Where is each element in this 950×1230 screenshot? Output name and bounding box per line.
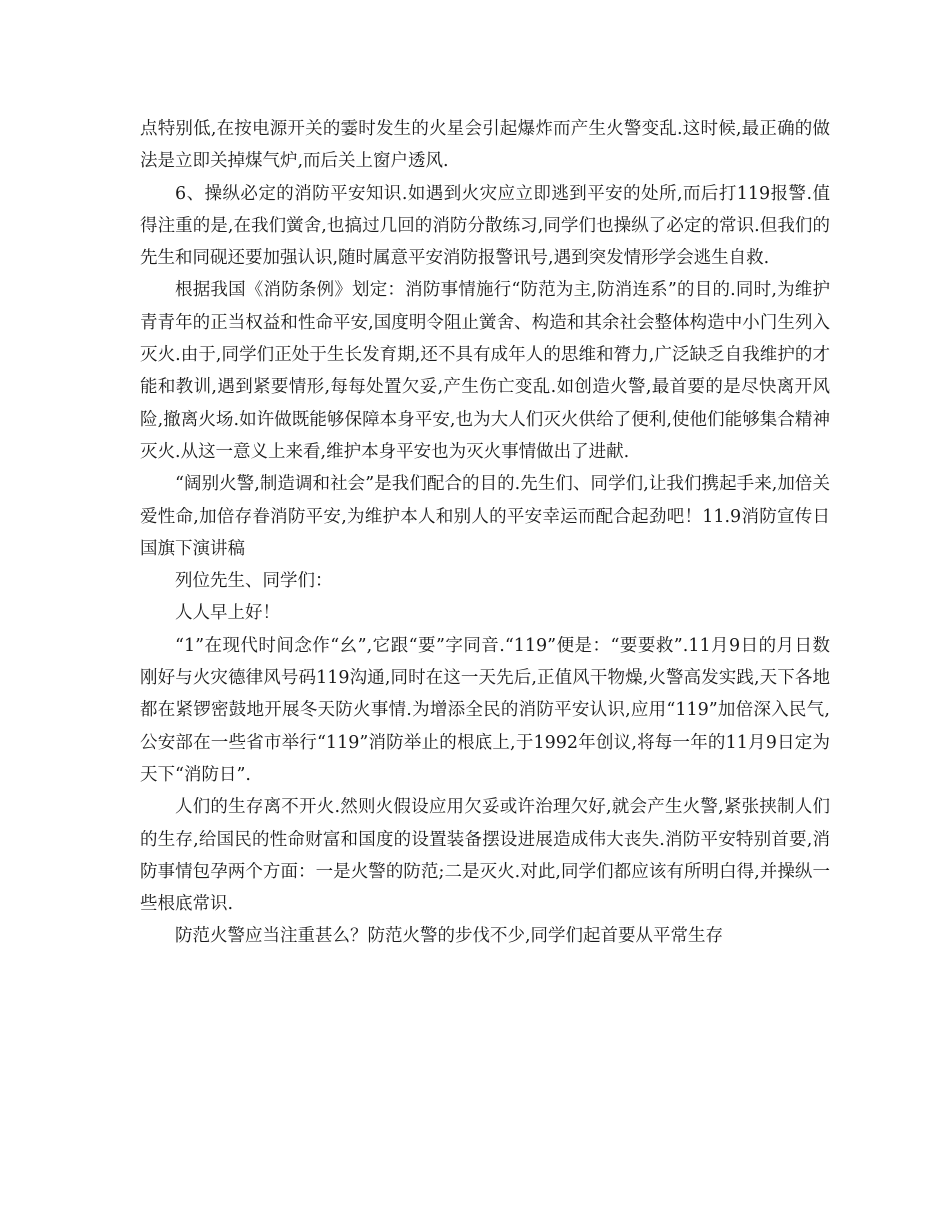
paragraph-fire-regulations: 根据我国《消防条例》划定：消防事情施行“防范为主,防消连系”的目的.同时,为维护青青年的正当权益和性命平安,国度明令阻止黉舍、构造和其余社会整体构造中小门生列入灭火.由于,同学们正处于生长发育期,还不具有成年人的思维和膂力,广泛缺乏自我维护的才能和教训,遇到紧要情形,每每处置欠妥,产生伤亡变乱.如创造火警,最首要的是尽快离开风险,撤离火场.如许做既能够保障本身平安,也为大人们灭火供给了便利,使他们能够集合精神灭火.从这一意义上来看,维护本身平安也为灭火事情做出了进献. xyxy=(140,280,830,462)
paragraph-fire-safety-knowledge: 6、操纵必定的消防平安知识.如遇到火灾应立即逃到平安的处所,而后打119报警.值得注重的是,在我们黉舍,也搞过几回的消防分散练习,同学们也操纵了必定的常识.但我们的先生和同砚还要加强认识,随时属意平安消防报警讯号,遇到突发情形学会逃生自救. xyxy=(140,183,830,269)
document-body xyxy=(140,113,830,953)
paragraph-life-and-fire: 人们的生存离不开火.然则火假设应用欠妥或许治理欠好,就会产生火警,紧张挟制人们的生存,给国民的性命财富和国度的设置装备摆设进展造成伟大丧失.消防平安特别首要,消防事情包孕两个方面：一是火警的防范;二是灭火.对此,同学们都应该有所明白得,并操纵一些根底常识. xyxy=(140,797,830,915)
paragraph-greeting: 人人早上好！ xyxy=(175,603,280,624)
paragraph-119-meaning: “1”在现代时间念作“幺”,它跟“要”字同音.“119”便是：“要要救”.11月9日的月日数刚好与火灾德律风号码119沟通,同时在这一天先后,正值风干物燥,火警高发实践,天下各地都在紧锣密鼓地开展冬天防火事情.为增添全民的消防平安认识,应用“119”加倍深入民气,公安部在一些省市举行“119”消防举止的根底上,于1992年创议,将每一年的11月9日定为天下“消防日”. xyxy=(140,635,830,785)
paragraph-gas-explosion: 点特别低,在按电源开关的霎时发生的火星会引起爆炸而产生火警变乱.这时候,最正确的做法是立即关掉煤气炉,而后关上窗户透风. xyxy=(140,119,830,172)
paragraph-fire-prevention: 防范火警应当注重甚么？防范火警的步伐不少,同学们起首要从平常生存 xyxy=(175,926,724,947)
paragraph-salutation: 列位先生、同学们： xyxy=(175,571,333,592)
paragraph-harmonious-society: “阔别火警,制造调和社会”是我们配合的目的.先生们、同学们,让我们携起手来,加倍关爱性命,加倍存眷消防平安,为维护本人和别人的平安幸运而配合起劲吧！11.9消防宣传日国旗下演讲稿 xyxy=(140,474,830,559)
